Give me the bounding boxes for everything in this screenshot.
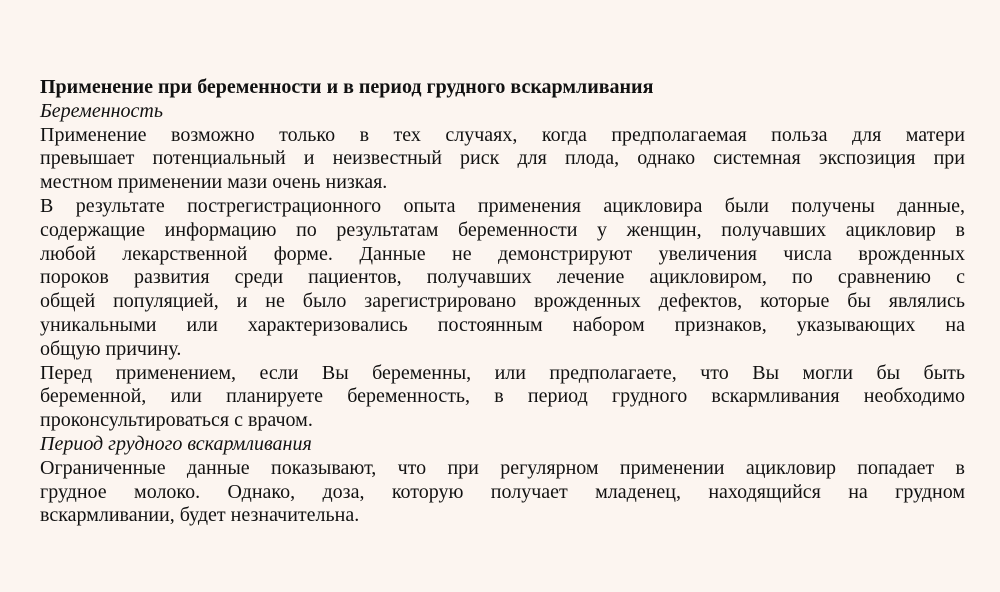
paragraph-line: Применение возможно только в тех случаях, когда предполагаемая польза для матери [40,123,965,146]
paragraph-line: В результате пострегистрационного опыта применения ацикловира были получены данные, [40,194,965,217]
paragraph-line: грудное молоко. Однако, доза, которую получает младенец, находящийся на грудном [40,480,965,503]
paragraph-line: местном применении мази очень низкая. [40,171,388,194]
paragraph-line: любой лекарственной форме. Данные не демонстрируют увеличения числа врожденных [40,242,965,265]
sections [40,100,965,528]
section-heading: Применение при беременности и в период грудного вскармливания [40,76,654,98]
subsection-title: Беременность [40,99,163,122]
paragraph-line: содержащие информацию по результатам беременности у женщин, получавших ацикловир в [40,218,965,241]
paragraph-line: пороков развития среди пациентов, получавших лечение ацикловиром, по сравнению с [40,266,965,289]
subsection-title: Период грудного вскармливания [40,432,312,455]
paragraph [40,195,965,362]
paragraph [40,124,965,195]
paragraph-line: Ограниченные данные показывают, что при регулярном применении ацикловир попадает в [40,456,965,479]
paragraph-line: уникальными или характеризовались постоянным набором признаков, указывающих на [40,313,965,336]
paragraph-line: превышает потенциальный и неизвестный риск для плода, однако системная экспозиция при [40,147,965,170]
paragraph [40,457,965,528]
paragraph [40,362,965,433]
paragraph-line: общую причину. [40,337,182,360]
paragraph-line: вскармливании, будет незначительна. [40,504,360,527]
document-body [40,76,965,528]
paragraph-line: общей популяцией, и не было зарегистрировано врожденных дефектов, которые бы являлись [40,290,965,313]
paragraph-line: проконсультироваться с врачом. [40,409,313,432]
paragraph-line: беременной, или планируете беременность, в период грудного вскармливания необходимо [40,385,965,408]
paragraph-line: Перед применением, если Вы беременны, или предполагаете, что Вы могли бы быть [40,361,965,384]
